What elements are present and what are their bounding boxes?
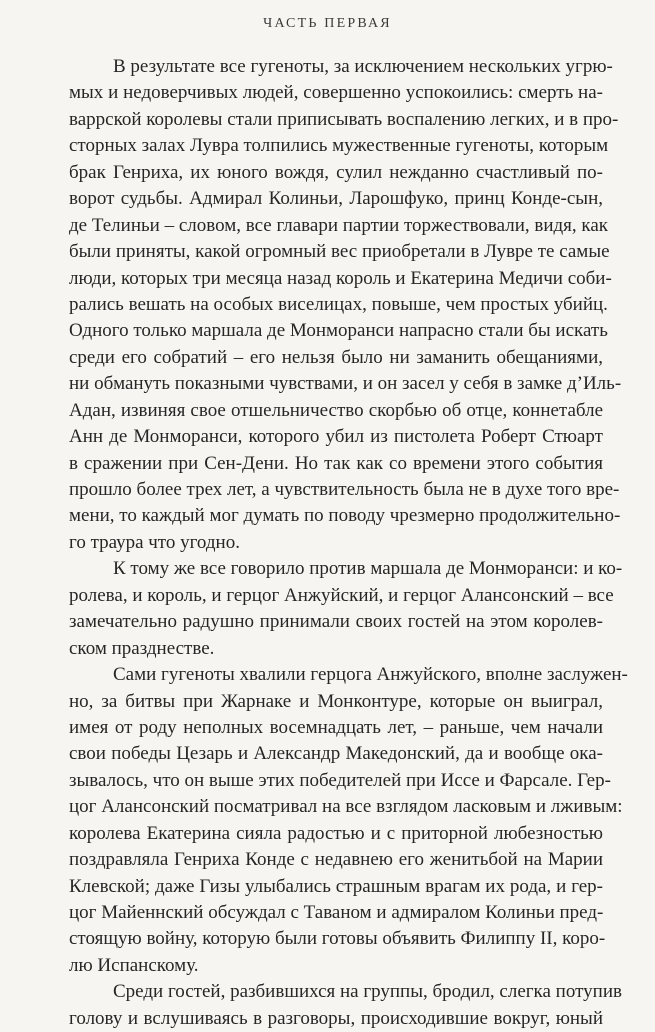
text-line: среди его собратий – его нельзя было ни заманить обещаниями,: [69, 346, 603, 368]
text-line: Анн де Монморанси, которого убил из пистолета Роберт Стюарт: [69, 426, 603, 448]
text-line: прошло более трех лет, а чувствительность была не в духе того вре-: [69, 479, 620, 500]
text-line: стоящую войну, которую были готовы объявить Филиппу II, коро-: [69, 928, 606, 950]
text-line: ни обмануть показными чувствами, и он засел у себя в замке д’Иль-: [69, 373, 622, 395]
running-head: ЧАСТЬ ПЕРВАЯ: [263, 16, 392, 31]
text-line: ворот судьбы. Адмирал Колиньи, Ларошфуко, принц Конде-сын,: [69, 188, 603, 210]
text-line: но, за битвы при Жарнаке и Монконтуре, которые он выиграл,: [69, 690, 603, 712]
text-line: го траура что угодно.: [69, 531, 240, 553]
text-line: зывалось, что он выше этих победителей при Иссе и Фарсале. Гер-: [69, 769, 611, 791]
text-line: Адан, извиняя свое отшельничество скорбью об отце, коннетабле: [69, 399, 603, 421]
text-line: лю Испанскому.: [69, 954, 199, 976]
text-line: королева Екатерина сияла радостью и с приторной любезностью: [69, 822, 603, 844]
text-line: поздравляла Генриха Конде с недавнею его женитьбой на Марии: [69, 849, 603, 871]
text-line: ролева, и король, и герцог Анжуйский, и герцог Алансонский – все: [69, 584, 614, 606]
text-line: имея от роду неполных восемнадцать лет, – раньше, чем начали: [69, 716, 603, 738]
text-line: голову и вслушиваясь в разговоры, происходившие вокруг, юный: [69, 1007, 603, 1029]
text-line: мых и недоверчивых людей, совершенно успокоились: смерть на-: [69, 82, 603, 104]
text-line: цог Алансонский посматривал на все взглядом ласковым и лживым:: [69, 796, 623, 818]
text-line: сторных залах Лувра толпились мужественные гугеноты, которым: [69, 135, 609, 157]
text-line: Одного только маршала де Монморанси напрасно стали бы искать: [69, 320, 608, 342]
text-line: Сами гугеноты хвалили герцога Анжуйского, вполне заслужен-: [113, 664, 628, 686]
text-line: варрской королевы стали приписывать воспалению легких, и в про-: [69, 108, 619, 130]
text-line: люди, которых три месяца назад король и Екатерина Медичи соби-: [69, 267, 612, 289]
text-line: К тому же все говорило против маршала де Монморанси: и ко-: [113, 558, 623, 580]
text-line: ском празднестве.: [69, 637, 215, 659]
text-line: свои победы Цезарь и Александр Македонский, да и вообще ока-: [69, 743, 603, 765]
text-line: замечательно радушно принимали своих гостей на этом королев-: [69, 611, 603, 633]
text-line: были приняты, какой огромный вес приобретали в Лувре те самые: [69, 241, 610, 263]
text-line: В результате все гугеноты, за исключением нескольких угрю-: [113, 56, 613, 77]
text-line: рались вешать на особых виселицах, повыше, чем простых убийц.: [69, 293, 608, 315]
text-line: де Телиньи – словом, все главари партии торжествовали, видя, как: [69, 214, 609, 236]
body-text: [69, 54, 628, 1032]
text-line: мени, то каждый мог думать по поводу чрезмерно продолжительно-: [69, 505, 621, 527]
text-line: Среди гостей, разбившихся на группы, бродил, слегка потупив: [113, 981, 622, 1003]
text-line: брак Генриха, их юного вождя, сулил нежданно счастливый по-: [69, 161, 603, 183]
text-line: Клевской; даже Гизы улыбались страшным врагам их рода, и гер-: [69, 875, 603, 897]
text-line: цог Майеннский обсуждал с Таваном и адмиралом Колиньи пред-: [69, 902, 604, 923]
text-line: в сражении при Сен-Дени. Но так как со времени этого события: [69, 452, 603, 474]
